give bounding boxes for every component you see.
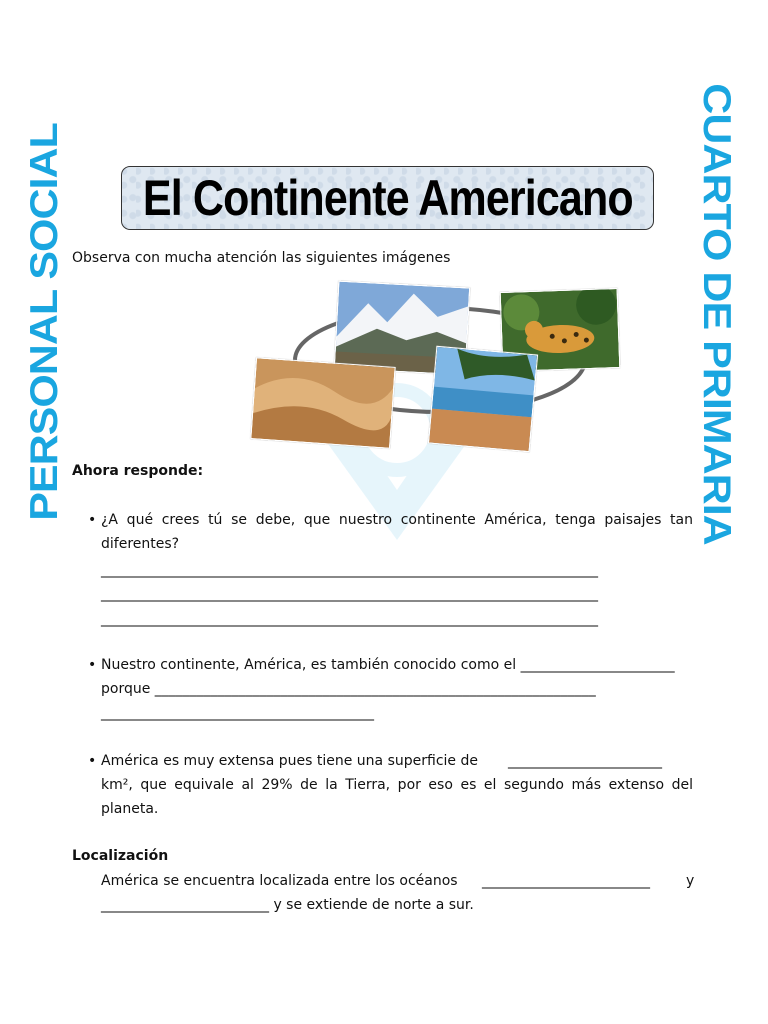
q3-line2: km², que equivale al 29% de la Tierra, por eso es el segundo más extenso del — [101, 777, 693, 793]
title-banner — [121, 166, 654, 230]
q1-answer-blank-1[interactable]: _______________________________________________________________________ — [101, 562, 598, 578]
intro-text: Observa con mucha atención las siguientes imágenes — [72, 250, 451, 266]
side-label-personal-social: PERSONAL SOCIAL — [22, 123, 67, 521]
bullet-3: • — [88, 753, 97, 769]
q1-answer-blank-3[interactable]: _______________________________________________________________________ — [101, 611, 598, 627]
page-title: El Continente Americano — [142, 170, 633, 226]
q2-line2[interactable]: porque _______________________________________________________________ — [101, 681, 596, 697]
desert-photo — [250, 357, 395, 449]
q2-line3[interactable]: _______________________________________ — [101, 705, 374, 721]
q3-line3: planeta. — [101, 801, 159, 817]
q1-line2: diferentes? — [101, 536, 180, 552]
q2-line1[interactable]: Nuestro continente, América, es también conocido como el ______________________ — [101, 657, 675, 673]
beach-photo — [428, 346, 538, 453]
respond-heading: Ahora responde: — [72, 463, 204, 479]
localizacion-line2[interactable]: ________________________ y se extiende de norte a sur. — [101, 897, 474, 913]
q3-area-blank[interactable]: ______________________ — [508, 753, 662, 769]
localizacion-line1-text: América se encuentra localizada entre los océanos — [101, 873, 458, 889]
q1-line1: ¿A qué crees tú se debe, que nuestro continente América, tenga paisajes tan — [101, 512, 693, 528]
beach-icon — [429, 347, 537, 451]
landscape-collage — [250, 280, 620, 450]
localizacion-heading: Localización — [72, 848, 169, 864]
q3-line1-text: América es muy extensa pues tiene una superficie de — [101, 753, 478, 769]
localizacion-y: y — [686, 873, 695, 889]
ocean-blank-1[interactable]: ________________________ — [482, 873, 650, 889]
desert-icon — [251, 358, 394, 447]
bullet-1: • — [88, 512, 97, 528]
side-label-cuarto-de-primaria: CUARTO DE PRIMARIA — [694, 83, 739, 545]
bullet-2: • — [88, 657, 97, 673]
q1-answer-blank-2[interactable]: _______________________________________________________________________ — [101, 586, 598, 602]
